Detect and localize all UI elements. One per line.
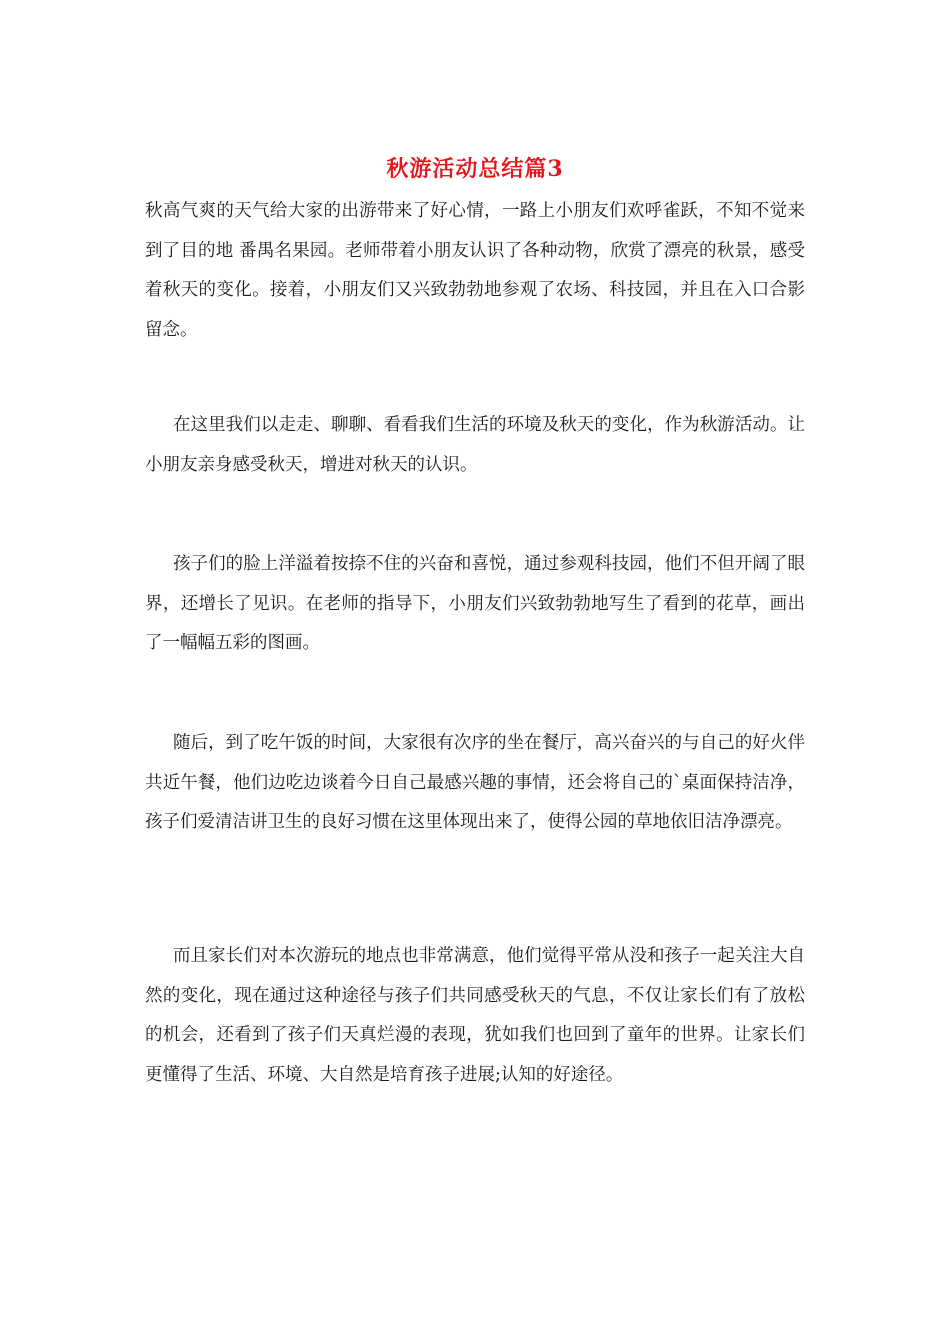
paragraph-2: 在这里我们以走走、聊聊、看看我们生活的环境及秋天的变化，作为秋游活动。让小朋友亲身感受秋天，增进对秋天的认识。 [145, 415, 805, 475]
paragraph-3: 孩子们的脸上洋溢着按捺不住的兴奋和喜悦，通过参观科技园，他们不但开阔了眼界，还增长了见识。在老师的指导下，小朋友们兴致勃勃地写生了看到的花草，画出了一幅幅五彩的图画。 [145, 554, 805, 653]
paragraph-5: 而且家长们对本次游玩的地点也非常满意，他们觉得平常从没和孩子一起关注大自然的变化，现在通过这种途径与孩子们共同感受秋天的气息，不仅让家长们有了放松的机会，还看到了孩子们天真烂漫的表现，犹如我们也回到了童年的世界。让家长们更懂得了生活、环境、大自然是培育孩子进展;认知的好途径。 [145, 946, 805, 1085]
paragraph-4: 随后，到了吃午饭的时间，大家很有次序的坐在餐厅，高兴奋兴的与自己的好火伴共近午餐，他们边吃边谈着今日自己最感兴趣的事情，还会将自己的`桌面保持洁净，孩子们爱清洁讲卫生的良好习惯在这里体现出来了，使得公园的草地依旧洁净漂亮。 [145, 733, 805, 832]
document-title: 秋游活动总结篇3 [386, 156, 564, 182]
paragraph-1: 秋高气爽的天气给大家的出游带来了好心情，一路上小朋友们欢呼雀跃，不知不觉来到了目的地 番禺名果园。老师带着小朋友认识了各种动物，欣赏了漂亮的秋景，感受着秋天的变化。接着，小朋友们又兴致勃勃地参观了农场、科技园，并且在入口合影留念。 [145, 201, 805, 340]
